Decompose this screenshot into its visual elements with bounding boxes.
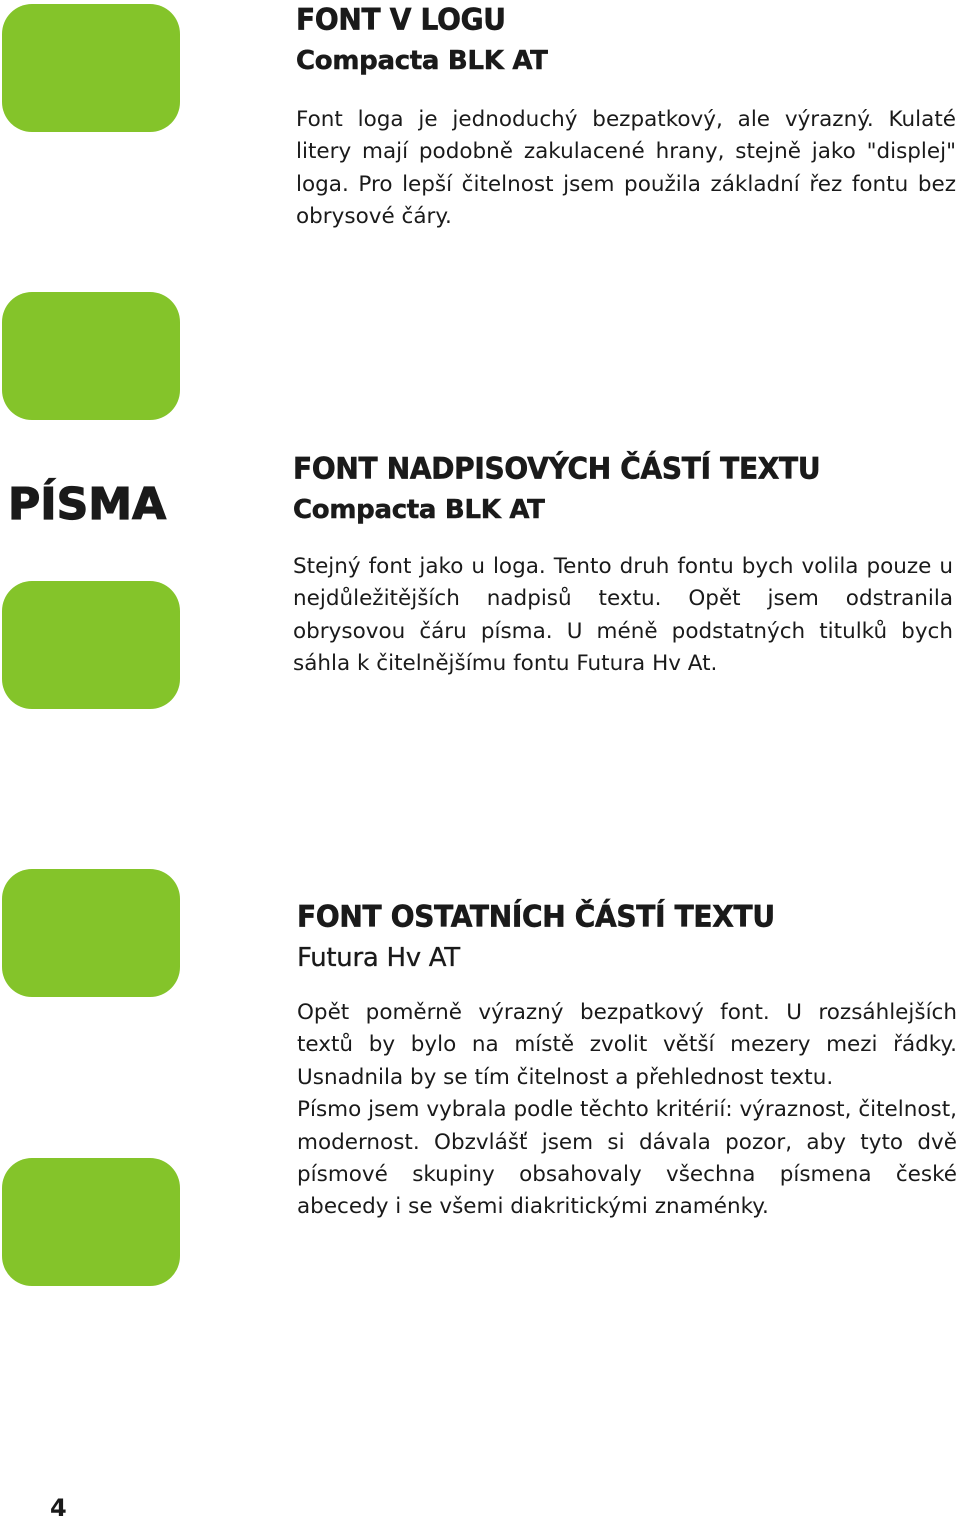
section-paragraph: Font loga je jednoduchý bezpatkový, ale výrazný. Kulaté litery mají podobně zakulacené hrany, stejně jako "displej" loga. Pro lepší čitelnost jsem použila základní řez fontu bez obrysové čáry. bbox=[296, 107, 956, 230]
section-heading: FONT OSTATNÍCH ČÁSTÍ TEXTU bbox=[297, 899, 775, 934]
section-paragraph: Písmo jsem vybrala podle těchto kritérií: výraznost, čitelnost, modernost. Obzvlášť jsem si dávala pozor, aby tyto dvě písmové skupiny obsahovaly všechna písmena české abecedy i se všemi diakritickými znaménky. bbox=[297, 1097, 957, 1220]
section-logo-font bbox=[296, 0, 956, 234]
section-paragraph: Opět poměrně výrazný bezpatkový font. U rozsáhlejších textů by bylo na místě zvolit větší mezery mezi řádky. Usnadnila by se tím čitelnost a přehlednost textu. bbox=[297, 1000, 957, 1090]
decorative-green-block-5 bbox=[2, 1158, 180, 1286]
section-font-name: Futura Hv AT bbox=[297, 943, 460, 973]
page-number: 4 bbox=[50, 1494, 67, 1522]
side-label: PÍSMA bbox=[8, 479, 167, 530]
section-body-font bbox=[297, 897, 957, 1224]
decorative-green-block-4 bbox=[2, 869, 180, 997]
decorative-green-block-2 bbox=[2, 292, 180, 420]
decorative-green-block-1 bbox=[2, 4, 180, 132]
section-heading: FONT NADPISOVÝCH ČÁSTÍ TEXTU bbox=[293, 451, 821, 486]
decorative-green-block-3 bbox=[2, 581, 180, 709]
section-font-name: Compacta BLK AT bbox=[293, 495, 545, 525]
section-paragraph: Stejný font jako u loga. Tento druh fontu bych volila pouze u nejdůležitějších nadpisů textu. Opět jsem odstranila obrysovou čáru písma. U méně podstatných titulků bych sáhla k čitelnějšímu fontu Futura Hv At. bbox=[293, 554, 953, 677]
section-font-name: Compacta BLK AT bbox=[296, 46, 548, 76]
section-heading-font bbox=[293, 449, 953, 681]
section-heading: FONT V LOGU bbox=[296, 2, 506, 37]
